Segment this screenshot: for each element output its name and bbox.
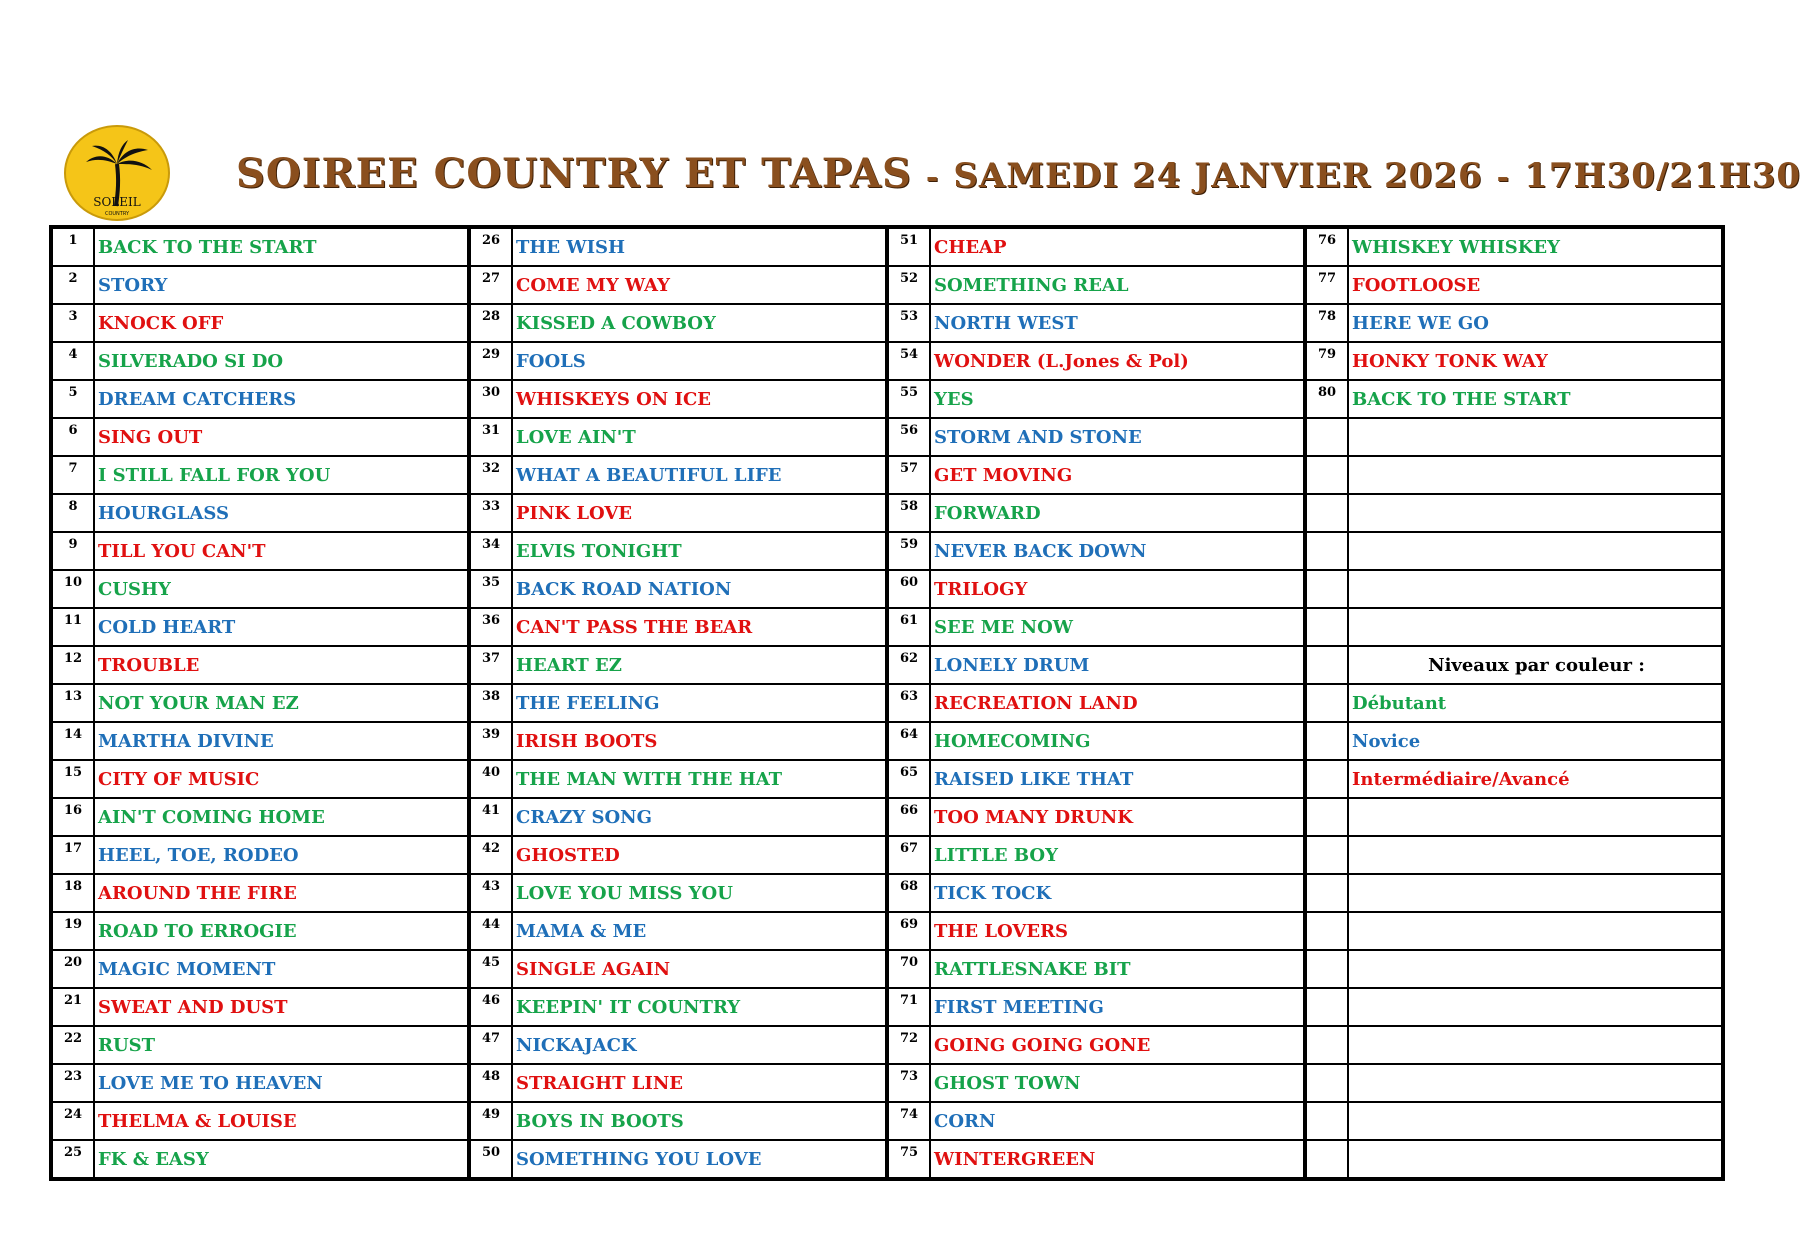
empty-cell <box>1305 836 1348 874</box>
song-number: 76 <box>1305 227 1348 266</box>
song-number: 53 <box>887 304 930 342</box>
song-number: 61 <box>887 608 930 646</box>
song-title: THE LOVERS <box>930 912 1305 950</box>
song-title: WHISKEY WHISKEY <box>1348 227 1723 266</box>
playlist-body <box>51 227 1723 1179</box>
table-row <box>51 227 1723 266</box>
song-title: RECREATION LAND <box>930 684 1305 722</box>
song-number: 56 <box>887 418 930 456</box>
table-row <box>51 380 1723 418</box>
table-row <box>51 608 1723 646</box>
song-number: 72 <box>887 1026 930 1064</box>
empty-cell <box>1305 1140 1348 1179</box>
song-title: NOT YOUR MAN EZ <box>94 684 469 722</box>
song-number: 5 <box>51 380 94 418</box>
song-number: 3 <box>51 304 94 342</box>
empty-cell <box>1348 1064 1723 1102</box>
song-title: STORY <box>94 266 469 304</box>
title-separator: - <box>925 160 940 195</box>
song-title: TOO MANY DRUNK <box>930 798 1305 836</box>
table-row <box>51 1102 1723 1140</box>
palm-tree-icon <box>62 124 172 222</box>
table-row <box>51 950 1723 988</box>
table-row <box>51 646 1723 684</box>
empty-cell <box>1348 456 1723 494</box>
empty-cell <box>1348 1026 1723 1064</box>
song-title: LOVE YOU MISS YOU <box>512 874 887 912</box>
song-number: 64 <box>887 722 930 760</box>
song-number: 27 <box>469 266 512 304</box>
song-title: KNOCK OFF <box>94 304 469 342</box>
song-number: 40 <box>469 760 512 798</box>
empty-cell <box>1305 456 1348 494</box>
song-title: THE FEELING <box>512 684 887 722</box>
song-title: LOVE AIN'T <box>512 418 887 456</box>
song-title: GHOSTED <box>512 836 887 874</box>
table-row <box>51 684 1723 722</box>
empty-cell <box>1305 418 1348 456</box>
table-row <box>51 760 1723 798</box>
title-time: 17H30/21H30 <box>1524 156 1801 196</box>
song-number <box>1305 760 1348 798</box>
song-title: HEEL, TOE, RODEO <box>94 836 469 874</box>
song-title: LITTLE BOY <box>930 836 1305 874</box>
song-title: ROAD TO ERROGIE <box>94 912 469 950</box>
song-number: 35 <box>469 570 512 608</box>
song-title: CAN'T PASS THE BEAR <box>512 608 887 646</box>
song-number: 51 <box>887 227 930 266</box>
empty-cell <box>1305 988 1348 1026</box>
song-number: 62 <box>887 646 930 684</box>
song-title: HONKY TONK WAY <box>1348 342 1723 380</box>
song-number: 69 <box>887 912 930 950</box>
empty-cell <box>1305 494 1348 532</box>
song-number: 10 <box>51 570 94 608</box>
song-number: 70 <box>887 950 930 988</box>
empty-cell <box>1305 1102 1348 1140</box>
song-number: 55 <box>887 380 930 418</box>
song-title: LOVE ME TO HEAVEN <box>94 1064 469 1102</box>
table-row <box>51 1140 1723 1179</box>
song-title: TILL YOU CAN'T <box>94 532 469 570</box>
song-title: FOOLS <box>512 342 887 380</box>
song-number: 47 <box>469 1026 512 1064</box>
empty-cell <box>1348 532 1723 570</box>
song-title: AIN'T COMING HOME <box>94 798 469 836</box>
empty-cell <box>1348 1102 1723 1140</box>
song-number: 6 <box>51 418 94 456</box>
song-number: 7 <box>51 456 94 494</box>
table-row <box>51 836 1723 874</box>
empty-cell <box>1305 1026 1348 1064</box>
song-title: CHEAP <box>930 227 1305 266</box>
song-title: SING OUT <box>94 418 469 456</box>
empty-cell <box>1305 570 1348 608</box>
song-title: SEE ME NOW <box>930 608 1305 646</box>
song-number: 41 <box>469 798 512 836</box>
empty-cell <box>1348 836 1723 874</box>
empty-cell <box>1305 950 1348 988</box>
table-row <box>51 912 1723 950</box>
song-number: 19 <box>51 912 94 950</box>
song-number: 18 <box>51 874 94 912</box>
song-number: 46 <box>469 988 512 1026</box>
song-number: 57 <box>887 456 930 494</box>
song-number: 33 <box>469 494 512 532</box>
song-number: 20 <box>51 950 94 988</box>
song-number: 26 <box>469 227 512 266</box>
empty-cell <box>1305 912 1348 950</box>
song-title: WONDER (L.Jones & Pol) <box>930 342 1305 380</box>
song-title: TRILOGY <box>930 570 1305 608</box>
song-number: 58 <box>887 494 930 532</box>
legend-item: Débutant <box>1348 684 1723 722</box>
song-title: TROUBLE <box>94 646 469 684</box>
song-number: 37 <box>469 646 512 684</box>
song-number: 31 <box>469 418 512 456</box>
song-number: 38 <box>469 684 512 722</box>
song-number: 9 <box>51 532 94 570</box>
song-number: 78 <box>1305 304 1348 342</box>
song-number: 29 <box>469 342 512 380</box>
song-title: MAGIC MOMENT <box>94 950 469 988</box>
table-row <box>51 798 1723 836</box>
song-title: TICK TOCK <box>930 874 1305 912</box>
song-number: 79 <box>1305 342 1348 380</box>
song-number: 50 <box>469 1140 512 1179</box>
song-number <box>1305 722 1348 760</box>
song-title: LONELY DRUM <box>930 646 1305 684</box>
soleil-logo <box>62 124 172 222</box>
song-title: BOYS IN BOOTS <box>512 1102 887 1140</box>
table-row <box>51 418 1723 456</box>
song-number: 77 <box>1305 266 1348 304</box>
song-number: 45 <box>469 950 512 988</box>
song-title: NEVER BACK DOWN <box>930 532 1305 570</box>
song-number: 30 <box>469 380 512 418</box>
song-title: NORTH WEST <box>930 304 1305 342</box>
song-title: BACK TO THE START <box>94 227 469 266</box>
song-title: CRAZY SONG <box>512 798 887 836</box>
song-number: 14 <box>51 722 94 760</box>
song-title: WHISKEYS ON ICE <box>512 380 887 418</box>
song-title: FOOTLOOSE <box>1348 266 1723 304</box>
table-row <box>51 456 1723 494</box>
song-title: SINGLE AGAIN <box>512 950 887 988</box>
song-number: 80 <box>1305 380 1348 418</box>
song-title: SWEAT AND DUST <box>94 988 469 1026</box>
song-title: I STILL FALL FOR YOU <box>94 456 469 494</box>
song-title: YES <box>930 380 1305 418</box>
song-number: 13 <box>51 684 94 722</box>
song-number: 28 <box>469 304 512 342</box>
logo-text: SOLEIL <box>93 195 141 209</box>
song-title: FIRST MEETING <box>930 988 1305 1026</box>
song-number: 12 <box>51 646 94 684</box>
song-title: THELMA & LOUISE <box>94 1102 469 1140</box>
song-title: SILVERADO SI DO <box>94 342 469 380</box>
empty-cell <box>1305 798 1348 836</box>
page-title <box>236 150 1801 198</box>
title-separator: - <box>1496 160 1511 195</box>
song-number: 74 <box>887 1102 930 1140</box>
song-title: SOMETHING REAL <box>930 266 1305 304</box>
table-row <box>51 304 1723 342</box>
empty-cell <box>1305 1064 1348 1102</box>
song-number: 24 <box>51 1102 94 1140</box>
song-number: 21 <box>51 988 94 1026</box>
song-title: GOING GOING GONE <box>930 1026 1305 1064</box>
song-title: IRISH BOOTS <box>512 722 887 760</box>
song-number: 44 <box>469 912 512 950</box>
song-number: 1 <box>51 227 94 266</box>
song-number: 32 <box>469 456 512 494</box>
song-number: 8 <box>51 494 94 532</box>
song-number: 60 <box>887 570 930 608</box>
song-number <box>1305 646 1348 684</box>
empty-cell <box>1348 798 1723 836</box>
song-title: GET MOVING <box>930 456 1305 494</box>
table-row <box>51 1026 1723 1064</box>
song-number: 43 <box>469 874 512 912</box>
song-title: HEART EZ <box>512 646 887 684</box>
song-title: KISSED A COWBOY <box>512 304 887 342</box>
table-row <box>51 342 1723 380</box>
song-number: 59 <box>887 532 930 570</box>
empty-cell <box>1348 988 1723 1026</box>
legend-heading: Niveaux par couleur : <box>1348 646 1723 684</box>
song-title: STRAIGHT LINE <box>512 1064 887 1102</box>
legend-item: Novice <box>1348 722 1723 760</box>
song-number <box>1305 684 1348 722</box>
song-title: SOMETHING YOU LOVE <box>512 1140 887 1179</box>
song-number: 16 <box>51 798 94 836</box>
song-title: BACK ROAD NATION <box>512 570 887 608</box>
song-title: THE MAN WITH THE HAT <box>512 760 887 798</box>
song-number: 15 <box>51 760 94 798</box>
song-number: 71 <box>887 988 930 1026</box>
song-title: THE WISH <box>512 227 887 266</box>
song-number: 68 <box>887 874 930 912</box>
song-number: 48 <box>469 1064 512 1102</box>
empty-cell <box>1348 418 1723 456</box>
song-number: 25 <box>51 1140 94 1179</box>
empty-cell <box>1305 874 1348 912</box>
song-number: 11 <box>51 608 94 646</box>
legend-item: Intermédiaire/Avancé <box>1348 760 1723 798</box>
song-number: 49 <box>469 1102 512 1140</box>
song-number: 67 <box>887 836 930 874</box>
table-row <box>51 988 1723 1026</box>
song-title: CORN <box>930 1102 1305 1140</box>
song-title: BACK TO THE START <box>1348 380 1723 418</box>
song-number: 42 <box>469 836 512 874</box>
song-title: FORWARD <box>930 494 1305 532</box>
song-title: COME MY WAY <box>512 266 887 304</box>
title-date: SAMEDI 24 JANVIER 2026 <box>953 156 1483 196</box>
song-title: WHAT A BEAUTIFUL LIFE <box>512 456 887 494</box>
song-title: FK & EASY <box>94 1140 469 1179</box>
song-number: 17 <box>51 836 94 874</box>
song-title: RAISED LIKE THAT <box>930 760 1305 798</box>
table-row <box>51 266 1723 304</box>
title-main: SOIREE COUNTRY ET TAPAS <box>236 150 912 197</box>
song-number: 2 <box>51 266 94 304</box>
empty-cell <box>1348 608 1723 646</box>
song-title: DREAM CATCHERS <box>94 380 469 418</box>
empty-cell <box>1348 570 1723 608</box>
song-title: ELVIS TONIGHT <box>512 532 887 570</box>
song-title: GHOST TOWN <box>930 1064 1305 1102</box>
song-title: AROUND THE FIRE <box>94 874 469 912</box>
empty-cell <box>1305 532 1348 570</box>
song-number: 22 <box>51 1026 94 1064</box>
song-number: 73 <box>887 1064 930 1102</box>
song-title: PINK LOVE <box>512 494 887 532</box>
song-title: COLD HEART <box>94 608 469 646</box>
table-row <box>51 532 1723 570</box>
empty-cell <box>1348 494 1723 532</box>
logo-subtext: COUNTRY <box>104 211 130 217</box>
table-row <box>51 494 1723 532</box>
empty-cell <box>1305 608 1348 646</box>
empty-cell <box>1348 950 1723 988</box>
empty-cell <box>1348 912 1723 950</box>
song-title: HERE WE GO <box>1348 304 1723 342</box>
song-title: MARTHA DIVINE <box>94 722 469 760</box>
empty-cell <box>1348 874 1723 912</box>
song-title: NICKAJACK <box>512 1026 887 1064</box>
empty-cell <box>1348 1140 1723 1179</box>
song-title: STORM AND STONE <box>930 418 1305 456</box>
song-title: RUST <box>94 1026 469 1064</box>
song-number: 23 <box>51 1064 94 1102</box>
song-number: 75 <box>887 1140 930 1179</box>
song-title: HOMECOMING <box>930 722 1305 760</box>
table-row <box>51 1064 1723 1102</box>
song-number: 54 <box>887 342 930 380</box>
song-number: 36 <box>469 608 512 646</box>
song-title: KEEPIN' IT COUNTRY <box>512 988 887 1026</box>
song-title: MAMA & ME <box>512 912 887 950</box>
song-number: 34 <box>469 532 512 570</box>
song-title: CUSHY <box>94 570 469 608</box>
song-number: 65 <box>887 760 930 798</box>
song-title: WINTERGREEN <box>930 1140 1305 1179</box>
song-title: RATTLESNAKE BIT <box>930 950 1305 988</box>
song-number: 63 <box>887 684 930 722</box>
song-number: 39 <box>469 722 512 760</box>
song-title: CITY OF MUSIC <box>94 760 469 798</box>
song-number: 4 <box>51 342 94 380</box>
playlist-table <box>49 225 1725 1181</box>
song-number: 66 <box>887 798 930 836</box>
table-row <box>51 874 1723 912</box>
table-row <box>51 722 1723 760</box>
song-title: HOURGLASS <box>94 494 469 532</box>
song-number: 52 <box>887 266 930 304</box>
table-row <box>51 570 1723 608</box>
